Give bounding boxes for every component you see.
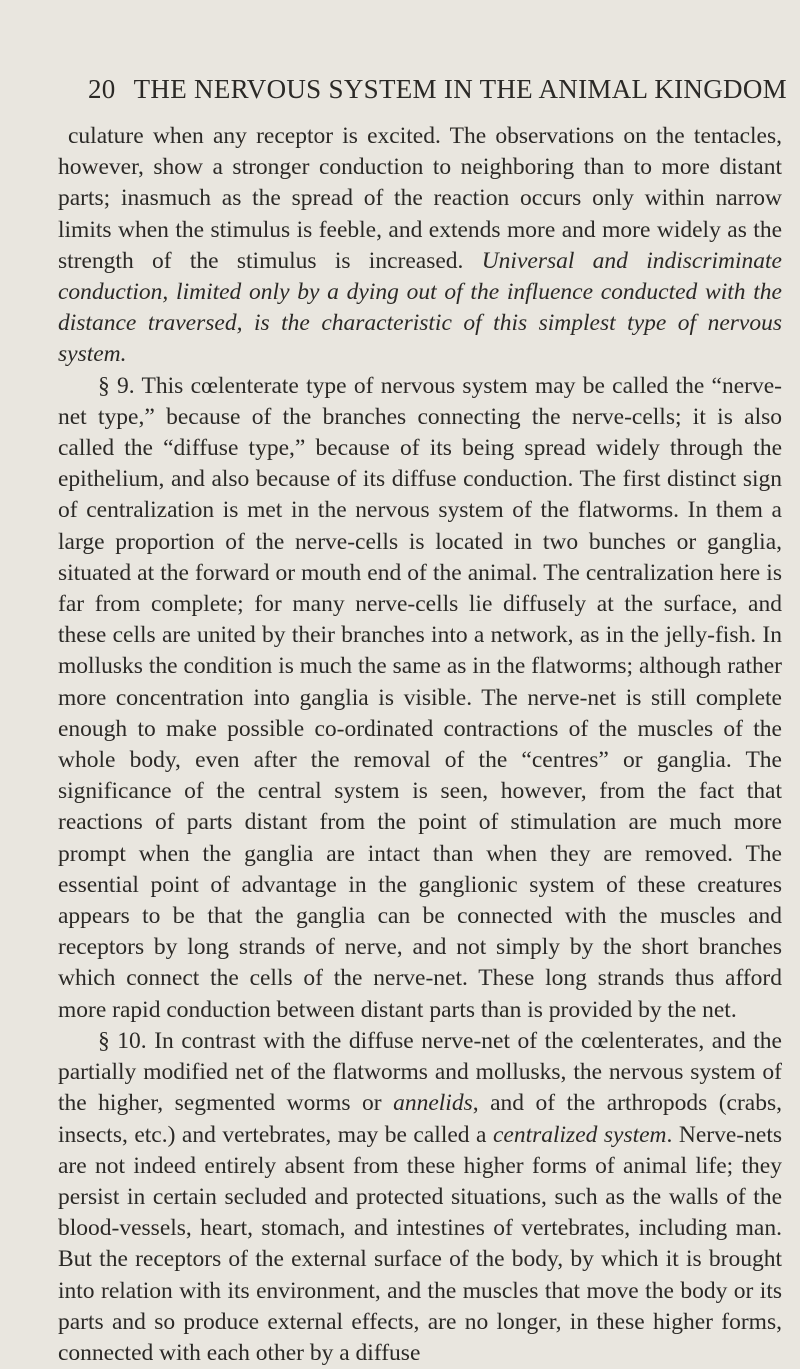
paragraph-section-9 (58, 371, 782, 1026)
text-run: § 9. This cœlenterate type of nervous system may be called the “nerve-net type,” because of the branches connecting the nerve-cells; it is also called the “diffuse type,” because of its being spread widely through the epithelium, and also because of its diffuse conduction. The first distinct sign of centralization is met in the nervous system of the flatworms. In them a large proportion of the nerve-cells is located in two bunches or ganglia, situated at the forward or mouth end of the animal. The centralization here is far from complete; for many nerve-cells lie diffusely at the surface, and these cells are united by their branches into a network, as in the jelly-fish. In mollusks the condition is much the same as in the flatworms; although rather more concentration into ganglia is visible. The nerve-net is still complete enough to make possible co-ordinated contractions of the muscles of the whole body, even after the removal of the “centres” or ganglia. The significance of the central system is seen, however, from the fact that reactions of parts distant from the point of stimulation are much more prompt when the ganglia are intact than when they are removed. The essential point of advantage in the ganglionic system of these creatures appears to be that the ganglia can be connected with the muscles and receptors by long strands of nerve, and not simply by the short branches which connect the cells of the nerve-net. These long strands thus afford more rapid conduction between distant parts than is provided by the net. (58, 372, 782, 1023)
italic-run: annelids (393, 1090, 473, 1117)
text-run: § 10. In contrast with the diffuse nerve-net of the cœlenterates, and the partially modified net of the flatworms and mollusks, the nervous system of the higher, segmented worms or (58, 1027, 782, 1117)
italic-run: centralized system (492, 1121, 667, 1148)
paragraph-1 (58, 121, 782, 371)
running-title: THE NERVOUS SYSTEM IN THE ANIMAL KINGDOM (133, 74, 787, 104)
text-run: , and of the arthropods (crabs, insects, etc.) and vertebrates, may be called a (58, 1090, 782, 1148)
running-header (88, 74, 787, 105)
text-run: . Nerve-nets are not indeed entirely absent from these higher forms of animal life; they persist in certain secluded and protected situations, such as the walls of the blood-vessels, heart, stomach, and intestines of vertebrates, including man. But the receptors of the external surface of the body, by which it is brought into relation with its environment, and the muscles that move the body or its parts and so produce external effects, are no longer, in these higher forms, connected with each other by a diffuse (58, 1121, 782, 1366)
body-text (58, 121, 782, 1369)
italic-run: Universal and indiscriminate conduction, limited only by a dying out of the influence conducted with the distance traversed, is the characteristic of this simplest type of nervous system. (58, 247, 782, 368)
text-run: culature when any receptor is excited. The observations on the tentacles, however, show a stronger conduction to neighboring than to more distant parts; inasmuch as the spread of the reaction occurs only within narrow limits when the stimulus is feeble, and extends more and more widely as the strength of the stimulus is increased. (58, 123, 782, 274)
paragraph-section-10 (58, 1026, 782, 1369)
page-number: 20 (88, 74, 116, 104)
